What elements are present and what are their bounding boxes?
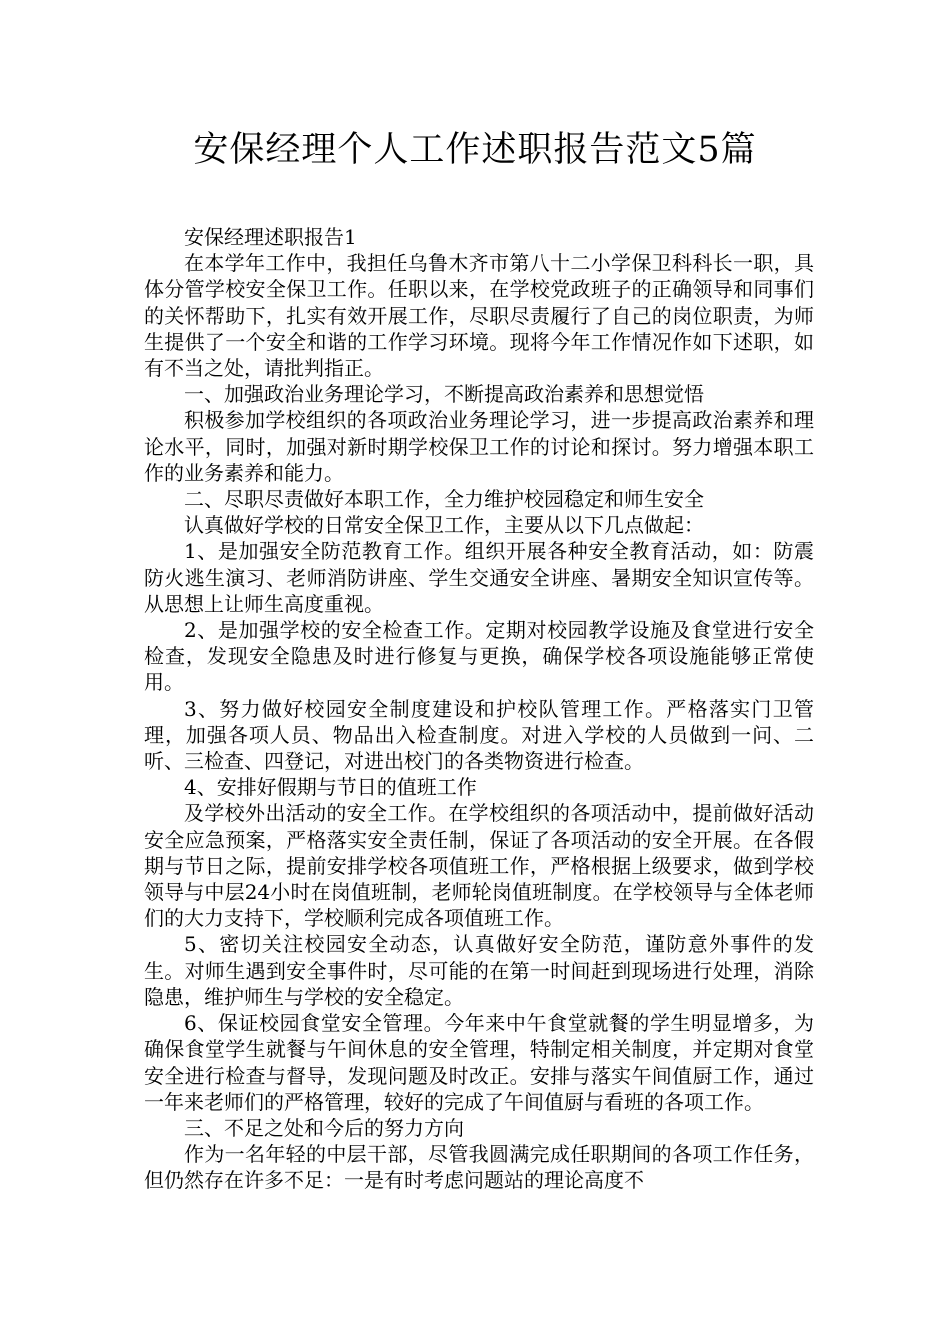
section-2-intro: 认真做好学校的日常安全保卫工作，主要从以下几点做起： — [184, 513, 704, 538]
section-1-paragraph: 积极参加学校组织的各项政治业务理论学习，进一步提高政治素养和理论水平，同时，加强对新时期学校保卫工作的讨论和探讨。努力增强本职工作的业务素养和能力。 — [144, 408, 814, 485]
document-title: 安保经理个人工作述职报告范文5篇 — [193, 130, 757, 170]
section-heading-2: 二、尽职尽责做好本职工作，全力维护校园稳定和师生安全 — [184, 487, 704, 512]
report-heading: 安保经理述职报告1 — [184, 225, 357, 249]
item-2-paragraph: 2、是加强学校的安全检查工作。定期对校园教学设施及食堂进行安全检查，发现安全隐患及时进行修复与更换，确保学校各项设施能够正常使用。 — [144, 618, 814, 695]
section-heading-1: 一、加强政治业务理论学习，不断提高政治素养和思想觉悟 — [184, 382, 704, 407]
item-4-heading: 4、安排好假期与节日的值班工作 — [184, 775, 477, 800]
section-heading-3: 三、不足之处和今后的努力方向 — [184, 1115, 464, 1140]
section-3-paragraph: 作为一名年轻的中层干部，尽管我圆满完成任职期间的各项工作任务，但仍然存在许多不足：一是有时考虑问题站的理论高度不 — [144, 1142, 814, 1193]
item-3-paragraph: 3、努力做好校园安全制度建设和护校队管理工作。严格落实门卫管理，加强各项人员、物品出入检查制度。对进入学校的人员做到一问、二听、三检查、四登记，对进出校门的各类物资进行检查。 — [144, 696, 814, 774]
item-5-paragraph: 5、密切关注校园安全动态，认真做好安全防范，谨防意外事件的发生。对师生遇到安全事件时，尽可能的在第一时间赶到现场进行处理，消除隐患，维护师生与学校的安全稳定。 — [144, 932, 814, 1009]
document-body — [144, 224, 814, 1194]
item-6-paragraph: 6、保证校园食堂安全管理。今年来中午食堂就餐的学生明显增多，为确保食堂学生就餐与午间休息的安全管理，特制定相关制度，并定期对食堂安全进行检查与督导，发现问题及时改正。安排与落实午间值厨工作，通过一年来老师们的严格管理，较好的完成了午间值厨与看班的各项工作。 — [144, 1011, 814, 1114]
item-4-paragraph: 及学校外出活动的安全工作。在学校组织的各项活动中，提前做好活动安全应急预案，严格落实安全责任制，保证了各项活动的安全开展。在各假期与节日之际，提前安排学校各项值班工作，严格根据上级要求，做到学校领导与中层24小时在岗值班制，老师轮岗值班制度。在学校领导与全体老师们的大力支持下，学校顺利完成各项值班工作。 — [144, 801, 814, 931]
intro-paragraph: 在本学年工作中，我担任乌鲁木齐市第八十二小学保卫科科长一职，具体分管学校安全保卫工作。任职以来，在学校党政班子的正确领导和同事们的关怀帮助下，扎实有效开展工作，尽职尽责履行了自己的岗位职责，为师生提供了一个安全和谐的工作学习环境。现将今年工作情况作如下述职，如有不当之处，请批判指正。 — [144, 251, 814, 381]
item-1-paragraph: 1、是加强安全防范教育工作。组织开展各种安全教育活动，如：防震防火逃生演习、老师消防讲座、学生交通安全讲座、暑期安全知识宣传等。从思想上让师生高度重视。 — [144, 539, 814, 616]
